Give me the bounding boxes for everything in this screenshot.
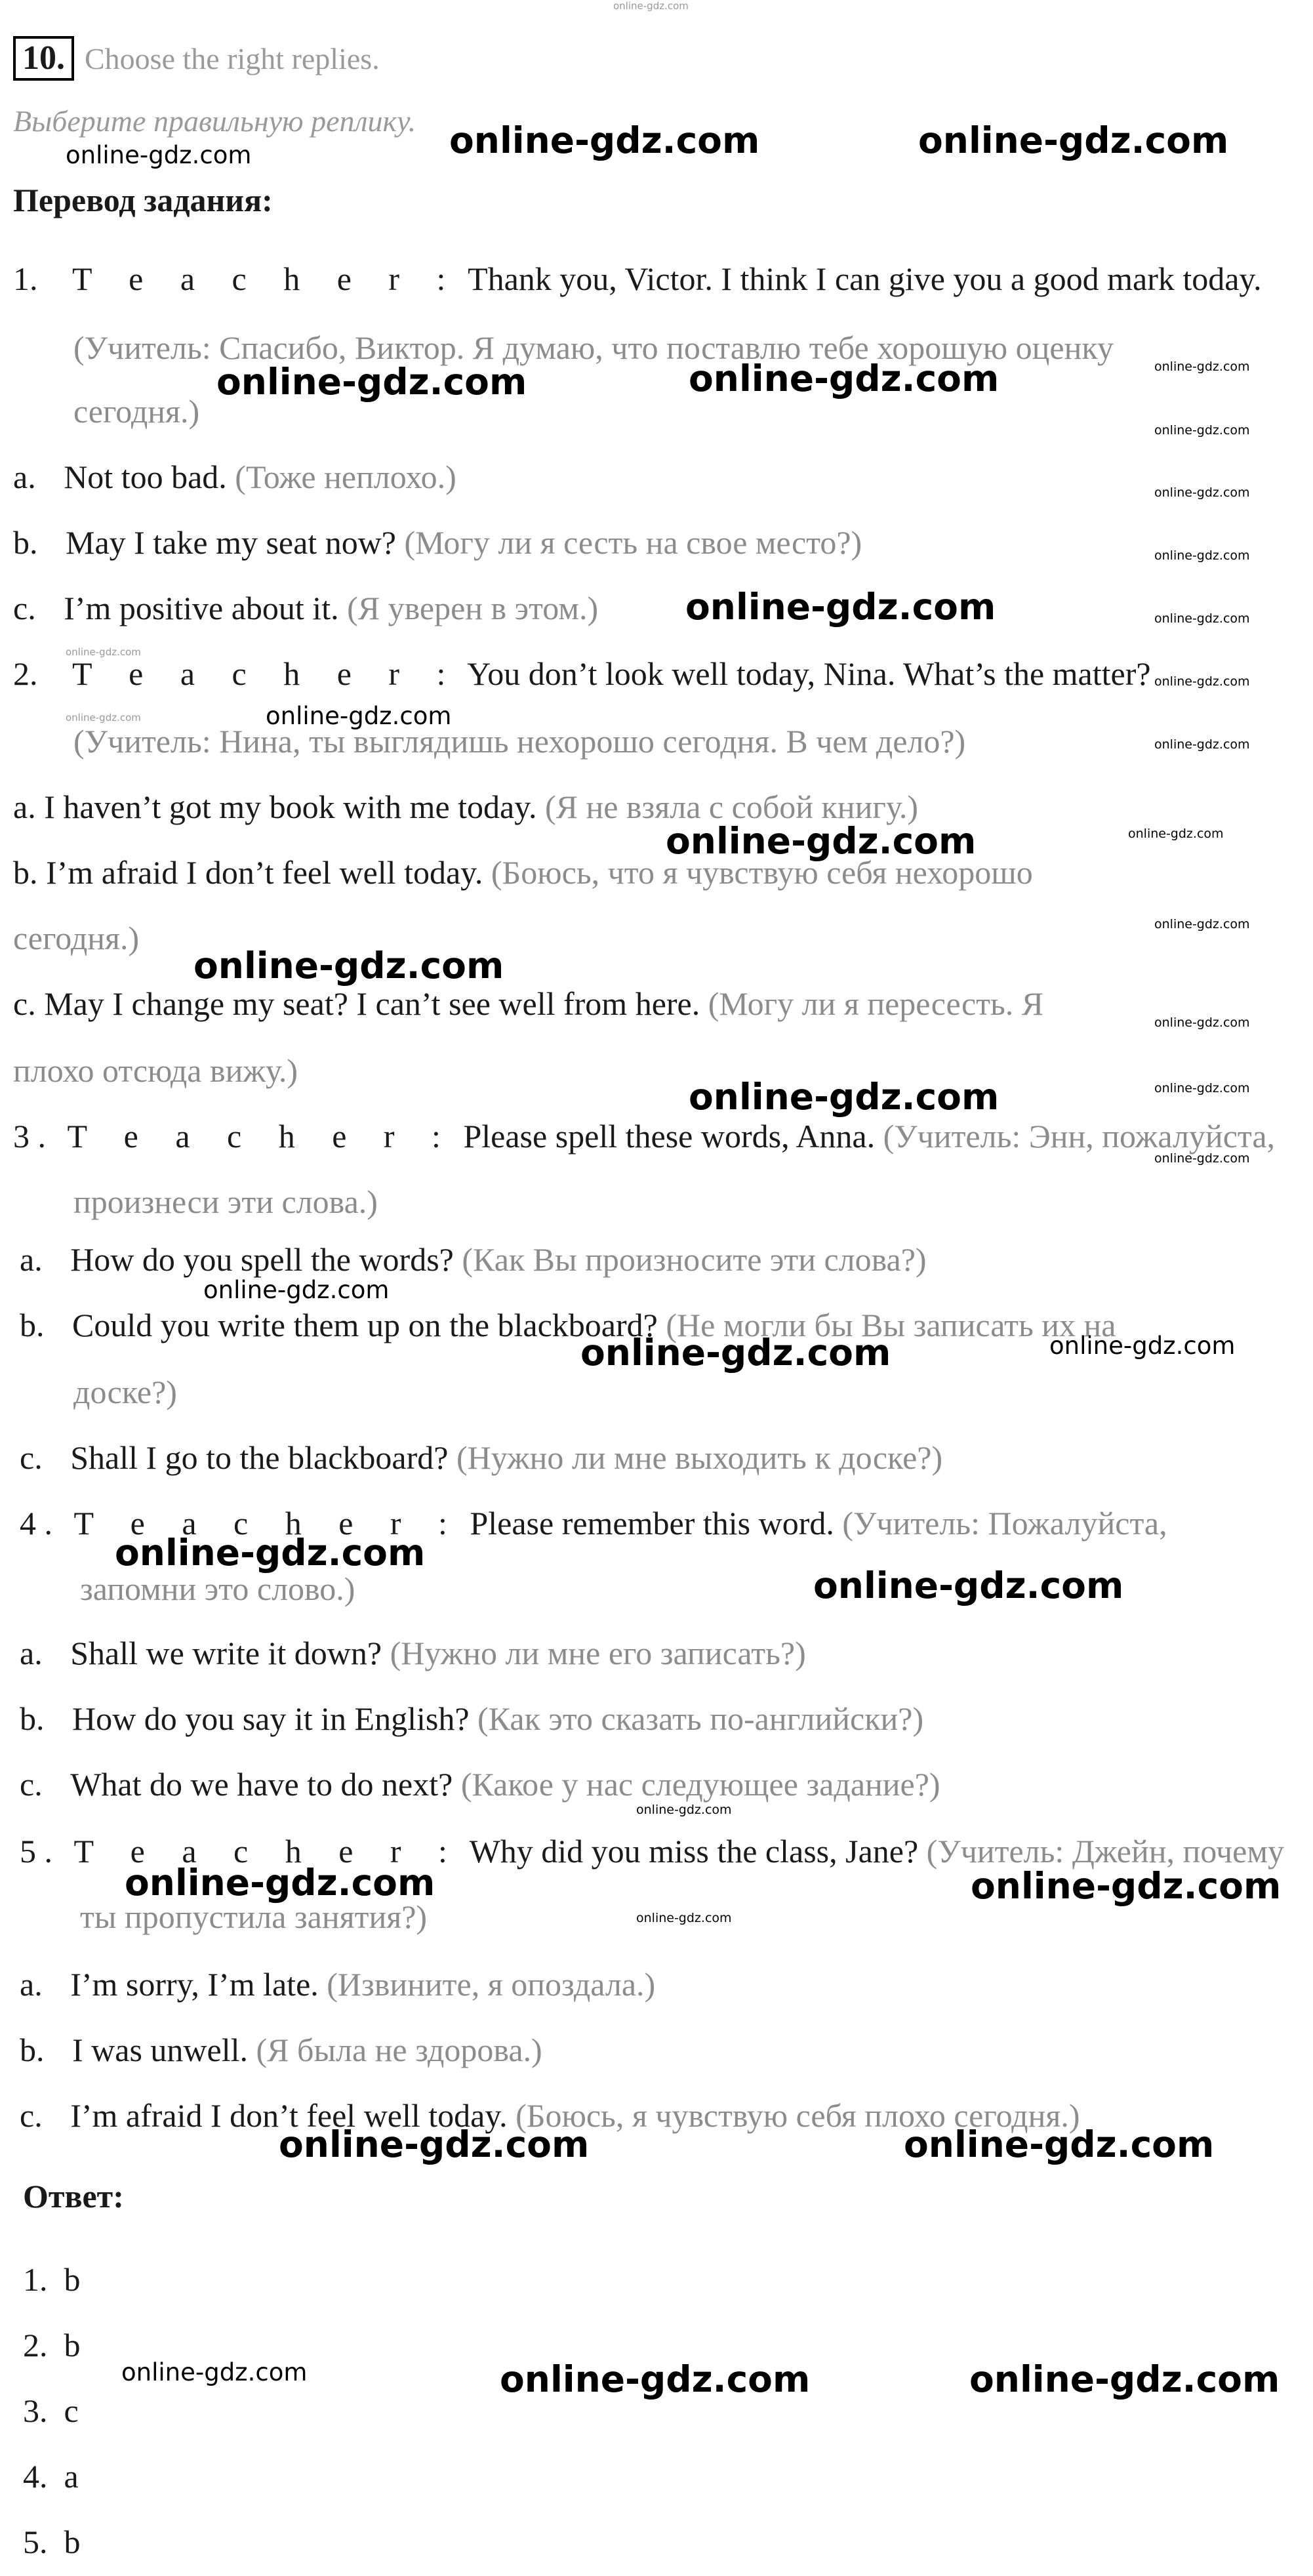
watermark: online-gdz.com (1154, 1151, 1250, 1166)
option-2b: b. I’m afraid I don’t feel well today. (Боюсь, что я чувствую себя нехорошо (13, 854, 1033, 891)
option-4b: b. How do you say it in English? (Как это сказать по-английски?) (20, 1700, 924, 1737)
option-2c: c. May I change my seat? I can’t see well from here. (Могу ли я пересесть. Я (13, 985, 1044, 1022)
option-4c: c. What do we have to do next? (Какое у нас следующее задание?) (20, 1766, 940, 1803)
watermark: online-gdz.com (971, 1865, 1282, 1907)
translation-continued: сегодня.) (13, 920, 140, 956)
watermark: online-gdz.com (1154, 359, 1250, 374)
watermark: online-gdz.com (1154, 737, 1250, 752)
dialogue-5-teacher-line: 5 . T e a c h e r : Why did you miss the class, Jane? (Учитель: Джейн, почему (20, 1833, 1284, 1870)
speaker-label: T e a c h e r : (72, 260, 460, 297)
watermark: online-gdz.com (1154, 423, 1250, 438)
watermark: online-gdz.com (279, 2123, 590, 2165)
dialogue-3-teacher-line: 3 . T e a c h e r : Please spell these words, Anna. (Учитель: Энн, пожалуйста, (13, 1118, 1276, 1155)
task-header (13, 36, 380, 81)
watermark: online-gdz.com (1154, 1015, 1250, 1030)
watermark: online-gdz.com (66, 712, 141, 724)
watermark: online-gdz.com (904, 2123, 1215, 2165)
watermark: online-gdz.com (266, 702, 452, 730)
watermark: online-gdz.com (66, 646, 141, 658)
answer-item: 1. b (23, 2261, 81, 2298)
answer-item: 3. c (23, 2392, 79, 2429)
answer-item: 4. a (23, 2458, 79, 2495)
dialogue-4-teacher-line: 4 . T e a c h e r : Please remember this word. (Учитель: Пожалуйста, (20, 1505, 1167, 1542)
dialogue-2-teacher-line: 2. T e a c h e r : You don’t look well today, Nina. What’s the matter? (13, 655, 1151, 692)
translation-line: запомни это слово.) (80, 1570, 355, 1607)
watermark: online-gdz.com (115, 1532, 426, 1574)
watermark: online-gdz.com (666, 820, 977, 862)
watermark: online-gdz.com (1154, 611, 1250, 626)
watermark: online-gdz.com (918, 119, 1229, 161)
option-1c: c. I’m positive about it. (Я уверен в этом.) (13, 590, 599, 626)
answer-heading: Ответ: (23, 2178, 124, 2215)
task-number: 10. (13, 36, 74, 81)
item-number: 1. (13, 260, 38, 297)
teacher-line: Thank you, Victor. I think I can give you a good mark today. (468, 260, 1262, 297)
watermark: online-gdz.com (636, 1803, 732, 1817)
watermark: online-gdz.com (636, 1911, 732, 1925)
option-2a: a. I haven’t got my book with me today. (Я не взяла с собой книгу.) (13, 788, 918, 825)
option-4a: a. Shall we write it down? (Нужно ли мне его записать?) (20, 1635, 806, 1671)
option-1a: a. Not too bad. (Тоже неплохо.) (13, 459, 456, 495)
watermark: online-gdz.com (1154, 1081, 1250, 1095)
watermark: online-gdz.com (449, 119, 760, 161)
task-instruction-ru: Выберите правильную реплику. (13, 104, 416, 138)
option-1b: b. May I take my seat now? (Могу ли я сесть на свое место?) (13, 524, 862, 561)
option-5b: b. I was unwell. (Я была не здорова.) (20, 2032, 542, 2068)
option-3b: b. Could you write them up on the blackboard? (Не могли бы Вы записать их на (20, 1307, 1116, 1343)
watermark: online-gdz.com (66, 141, 252, 169)
translation-line: сегодня.) (73, 393, 200, 430)
watermark: online-gdz.com (580, 1332, 891, 1374)
watermark: online-gdz.com (216, 361, 527, 403)
option-5c: c. I’m afraid I don’t feel well today. (Боюсь, я чувствую себя плохо сегодня.) (20, 2097, 1080, 2134)
watermark: online-gdz.com (1128, 827, 1224, 841)
option-3c: c. Shall I go to the blackboard? (Нужно ли мне выходить к доске?) (20, 1439, 943, 1476)
watermark: online-gdz.com (969, 2358, 1280, 2400)
watermark: online-gdz.com (689, 1076, 1000, 1118)
task-instruction: Choose the right replies. (85, 42, 380, 75)
watermark: online-gdz.com (1049, 1332, 1236, 1360)
watermark: online-gdz.com (500, 2358, 811, 2400)
watermark: online-gdz.com (1154, 674, 1250, 689)
answer-item: 5. b (23, 2524, 81, 2560)
watermark: online-gdz.com (203, 1276, 390, 1304)
translation-continued: плохо отсюда вижу.) (13, 1052, 298, 1089)
option-5a: a. I’m sorry, I’m late. (Извините, я опоздала.) (20, 1966, 656, 2003)
translation-continued: доске?) (73, 1374, 177, 1410)
watermark: online-gdz.com (193, 945, 504, 987)
answer-item: 2. b (23, 2327, 81, 2363)
watermark: online-gdz.com (1154, 917, 1250, 931)
watermark: online-gdz.com (121, 2358, 308, 2386)
watermark: online-gdz.com (1154, 548, 1250, 563)
translation-line: ты пропустила занятия?) (80, 1898, 428, 1935)
watermark: online-gdz.com (125, 1862, 435, 1904)
translation-heading: Перевод задания: (13, 182, 273, 218)
watermark: online-gdz.com (685, 586, 996, 628)
translation-line: (Учитель: Спасибо, Виктор. Я думаю, что поставлю тебе хорошую оценку (73, 329, 1114, 366)
watermark: online-gdz.com (689, 358, 1000, 399)
watermark: online-gdz.com (1154, 485, 1250, 500)
translation-line: (Учитель: Нина, ты выглядишь нехорошо сегодня. В чем дело?) (73, 723, 966, 760)
dialogue-1-teacher-line (13, 259, 1262, 298)
watermark: online-gdz.com (813, 1564, 1124, 1606)
translation-line: произнеси эти слова.) (73, 1183, 378, 1220)
option-3a: a. How do you spell the words? (Как Вы произносите эти слова?) (20, 1241, 927, 1278)
watermark: online-gdz.com (613, 0, 689, 12)
